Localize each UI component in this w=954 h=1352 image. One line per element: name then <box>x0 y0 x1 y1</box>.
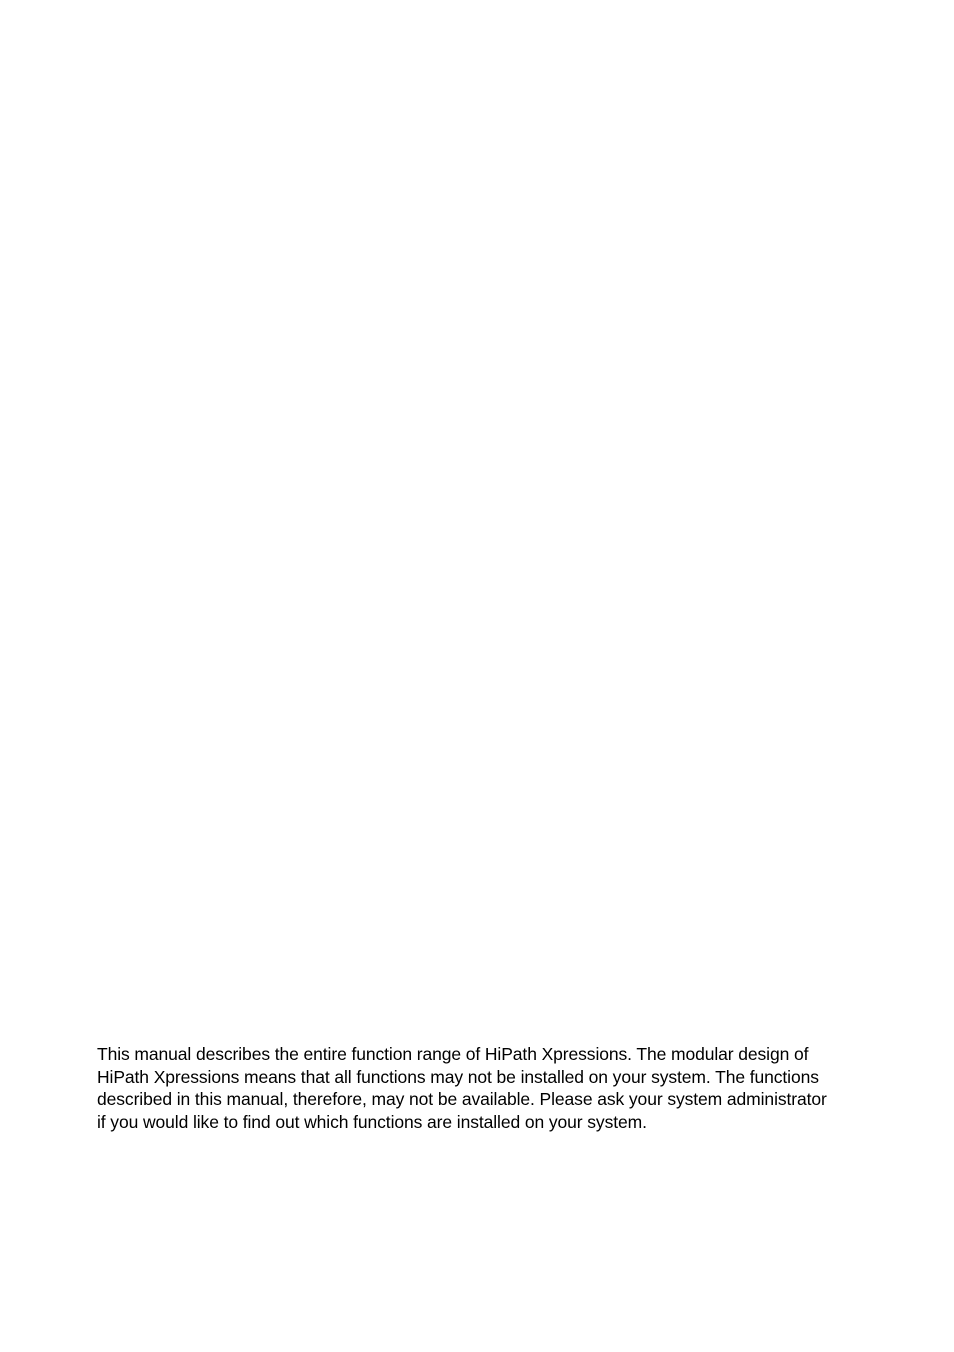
notice-line-3: described in this manual, therefore, may not be available. Please ask your system administrator <box>97 1089 827 1109</box>
notice-line-4: if you would like to find out which functions are installed on your system. <box>97 1111 647 1132</box>
function-range-notice <box>97 1043 897 1133</box>
notice-line-2: HiPath Xpressions means that all functions may not be installed on your system. The functions <box>97 1066 819 1087</box>
notice-line-1: This manual describes the entire function range of HiPath Xpressions. The modular design of <box>97 1044 809 1064</box>
